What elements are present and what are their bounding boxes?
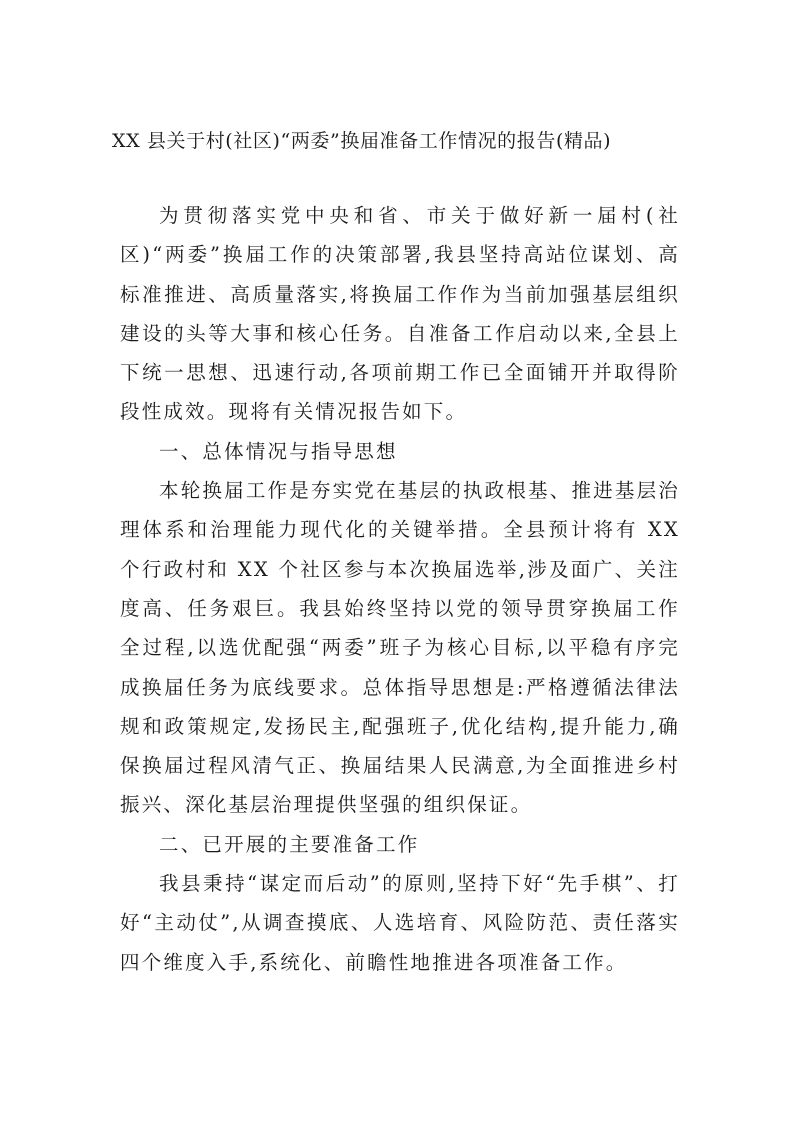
- intro-paragraph: 为贯彻落实党中央和省、市关于做好新一届村(社区)“两委”换届工作的决策部署,我县坚持高站位谋划、高标准推进、高质量落实,将换届工作作为当前加强基层组织建设的头等大事和核心任务。自准备工作启动以来,全县上下统一思想、迅速行动,各项前期工作已全面铺开并取得阶段性成效。现将有关情况报告如下。: [120, 204, 680, 424]
- section-1-heading: 一、总体情况与指导思想: [159, 439, 398, 463]
- document-title: XX 县关于村(社区)“两委”换届准备工作情况的报告(精品): [112, 130, 612, 152]
- document-body: [120, 196, 680, 982]
- section-1-paragraph: 本轮换届工作是夯实党在基层的执政根基、推进基层治理体系和治理能力现代化的关键举措。全县预计将有 XX 个行政村和 XX 个社区参与本次换届选举,涉及面广、关注度高、任务艰巨。我县始终坚持以党的领导贯穿换届工作全过程,以选优配强“两委”班子为核心目标,以平稳有序完成换届任务为底线要求。总体指导思想是:严格遵循法律法规和政策规定,发扬民主,配强班子,优化结构,提升能力,确保换届过程风清气正、换届结果人民满意,为全面推进乡村振兴、深化基层治理提供坚强的组织保证。: [120, 479, 680, 817]
- section-2-paragraph: 我县秉持“谋定而后动”的原则,坚持下好“先手棋”、打好“主动仗”,从调查摸底、人选培育、风险防范、责任落实四个维度入手,系统化、前瞻性地推进各项准备工作。: [120, 872, 680, 974]
- section-2-heading: 二、已开展的主要准备工作: [159, 832, 420, 856]
